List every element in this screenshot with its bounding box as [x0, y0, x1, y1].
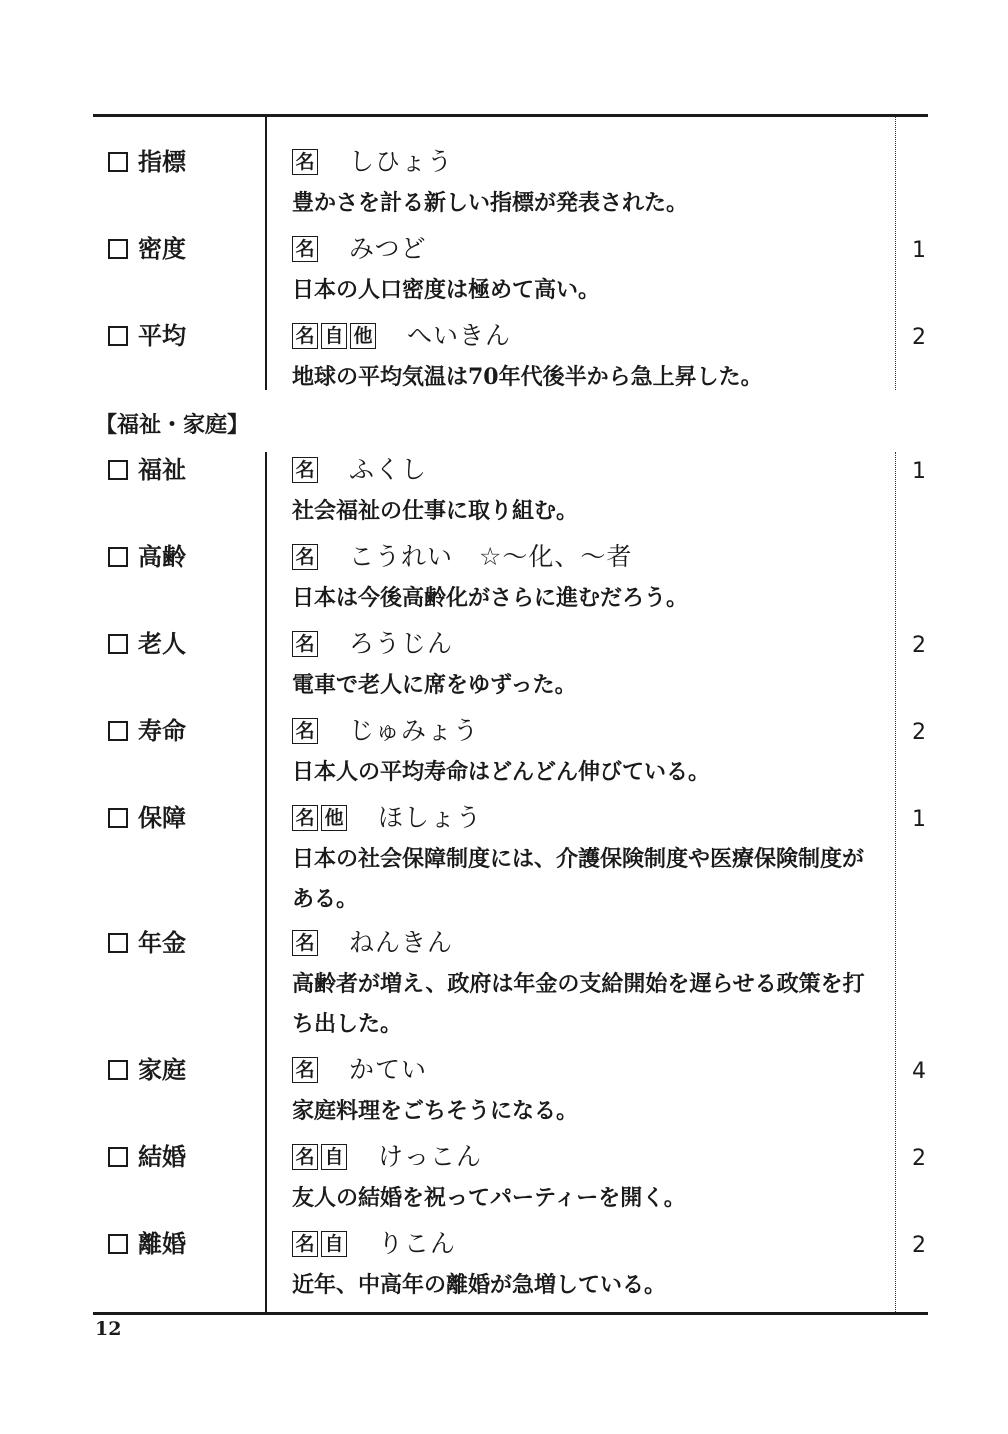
- entry-term: [108, 1142, 186, 1172]
- term-text: 高齢: [138, 543, 186, 571]
- term-text: 寿命: [138, 717, 186, 745]
- reading-text: ねんきん: [349, 928, 454, 957]
- example-sentence: 社会福祉の仕事に取り組む。: [292, 498, 579, 524]
- level-number: 1: [912, 238, 926, 263]
- reading-text: ほしょう: [378, 803, 483, 832]
- example-sentence: 電車で老人に席をゆずった。: [292, 672, 577, 698]
- term-text: 老人: [138, 630, 186, 658]
- checkbox-icon[interactable]: [108, 1060, 128, 1080]
- entry-heading: [292, 542, 632, 572]
- pos-badge: 名: [292, 149, 318, 175]
- checkbox-icon[interactable]: [108, 808, 128, 828]
- term-text: 指標: [138, 148, 186, 176]
- entry-heading: [292, 147, 453, 177]
- entry-term: [108, 542, 186, 572]
- example-sentence: 近年、中高年の離婚が急増している。: [292, 1272, 667, 1298]
- checkbox-icon[interactable]: [108, 239, 128, 259]
- pos-badge: 名: [292, 1057, 318, 1083]
- pos-badge: 他: [321, 805, 347, 831]
- entry-heading: [292, 629, 453, 659]
- checkbox-icon[interactable]: [108, 721, 128, 741]
- column-divider-lower: [265, 452, 267, 1312]
- level-number: 2: [912, 325, 926, 350]
- entry-heading: [292, 716, 479, 746]
- example-sentence: 友人の結婚を祝ってパーティーを開く。: [292, 1185, 686, 1211]
- entry-heading: [292, 321, 511, 351]
- example-sentence: 日本人の平均寿命はどんどん伸びている。: [292, 759, 711, 785]
- reading-text: しひょう: [349, 147, 454, 176]
- bottom-rule: [93, 1312, 928, 1315]
- term-text: 家庭: [138, 1056, 186, 1084]
- entry-heading: [292, 234, 427, 264]
- column-divider-upper: [265, 117, 267, 390]
- entry-heading: [292, 1055, 427, 1085]
- checkbox-icon[interactable]: [108, 634, 128, 654]
- level-number: 1: [912, 459, 926, 484]
- reading-text: じゅみょう: [349, 716, 480, 745]
- pos-badge: 名: [292, 457, 318, 483]
- top-rule: [93, 114, 928, 117]
- checkbox-icon[interactable]: [108, 152, 128, 172]
- level-number: 4: [912, 1059, 926, 1084]
- term-text: 福祉: [138, 456, 186, 484]
- example-sentence: 豊かさを計る新しい指標が発表された。: [292, 190, 689, 216]
- reading-text: へいきん: [407, 321, 512, 350]
- entry-term: [108, 716, 186, 746]
- entry-term: [108, 629, 186, 659]
- pos-badge: 名: [292, 1144, 318, 1170]
- level-divider-upper: [895, 117, 896, 390]
- entry-heading: [292, 928, 453, 958]
- level-number: 2: [912, 1233, 926, 1258]
- checkbox-icon[interactable]: [108, 326, 128, 346]
- pos-badge: 名: [292, 236, 318, 262]
- pos-badge: 名: [292, 1231, 318, 1257]
- pos-badge: 自: [321, 1144, 347, 1170]
- example-sentence: 日本の社会保障制度には、介護保険制度や医療保険制度がある。: [292, 846, 865, 912]
- reading-text: こうれい ☆～化、～者: [349, 542, 633, 571]
- level-number: 2: [912, 633, 926, 658]
- example-sentence: 地球の平均気温は70年代後半から急上昇した。: [292, 364, 763, 390]
- reading-text: ふくし: [349, 455, 428, 484]
- example-sentence: 高齢者が増え、政府は年金の支給開始を遅らせる政策を打ち出した。: [292, 971, 865, 1037]
- level-number: 2: [912, 720, 926, 745]
- level-number: 2: [912, 1146, 926, 1171]
- entry-term: [108, 803, 186, 833]
- term-text: 離婚: [138, 1230, 186, 1258]
- entry-heading: [292, 1229, 456, 1259]
- pos-badge: 名: [292, 544, 318, 570]
- page-number: 12: [95, 1318, 122, 1340]
- entry-term: [108, 1055, 186, 1085]
- checkbox-icon[interactable]: [108, 460, 128, 480]
- checkbox-icon[interactable]: [108, 1147, 128, 1167]
- entry-term: [108, 321, 186, 351]
- section-title: 【福祉・家庭】: [95, 413, 250, 438]
- pos-badge: 名: [292, 930, 318, 956]
- reading-text: けっこん: [378, 1142, 483, 1171]
- checkbox-icon[interactable]: [108, 547, 128, 567]
- reading-text: みつど: [349, 234, 427, 263]
- entry-term: [108, 928, 186, 958]
- pos-badge: 自: [321, 1231, 347, 1257]
- checkbox-icon[interactable]: [108, 933, 128, 953]
- entry-heading: [292, 1142, 482, 1172]
- pos-badge: 他: [350, 323, 376, 349]
- entry-term: [108, 147, 186, 177]
- pos-badge: 名: [292, 323, 318, 349]
- entry-term: [108, 234, 186, 264]
- reading-text: ろうじん: [349, 629, 454, 658]
- reading-text: かてい: [349, 1055, 428, 1084]
- term-text: 結婚: [138, 1143, 186, 1171]
- term-text: 年金: [138, 929, 186, 957]
- entry-heading: [292, 455, 427, 485]
- entry-term: [108, 455, 186, 485]
- term-text: 密度: [138, 235, 186, 263]
- entry-heading: [292, 803, 482, 833]
- pos-badge: 名: [292, 718, 318, 744]
- example-sentence: 家庭料理をごちそうになる。: [292, 1098, 579, 1124]
- level-number: 1: [912, 807, 926, 832]
- pos-badge: 自: [321, 323, 347, 349]
- term-text: 平均: [138, 322, 186, 350]
- reading-text: りこん: [378, 1229, 457, 1258]
- example-sentence: 日本は今後高齢化がさらに進むだろう。: [292, 585, 689, 611]
- pos-badge: 名: [292, 805, 318, 831]
- checkbox-icon[interactable]: [108, 1234, 128, 1254]
- term-text: 保障: [138, 804, 186, 832]
- example-sentence: 日本の人口密度は極めて高い。: [292, 277, 601, 303]
- pos-badge: 名: [292, 631, 318, 657]
- level-divider-lower: [895, 452, 896, 1312]
- entry-term: [108, 1229, 186, 1259]
